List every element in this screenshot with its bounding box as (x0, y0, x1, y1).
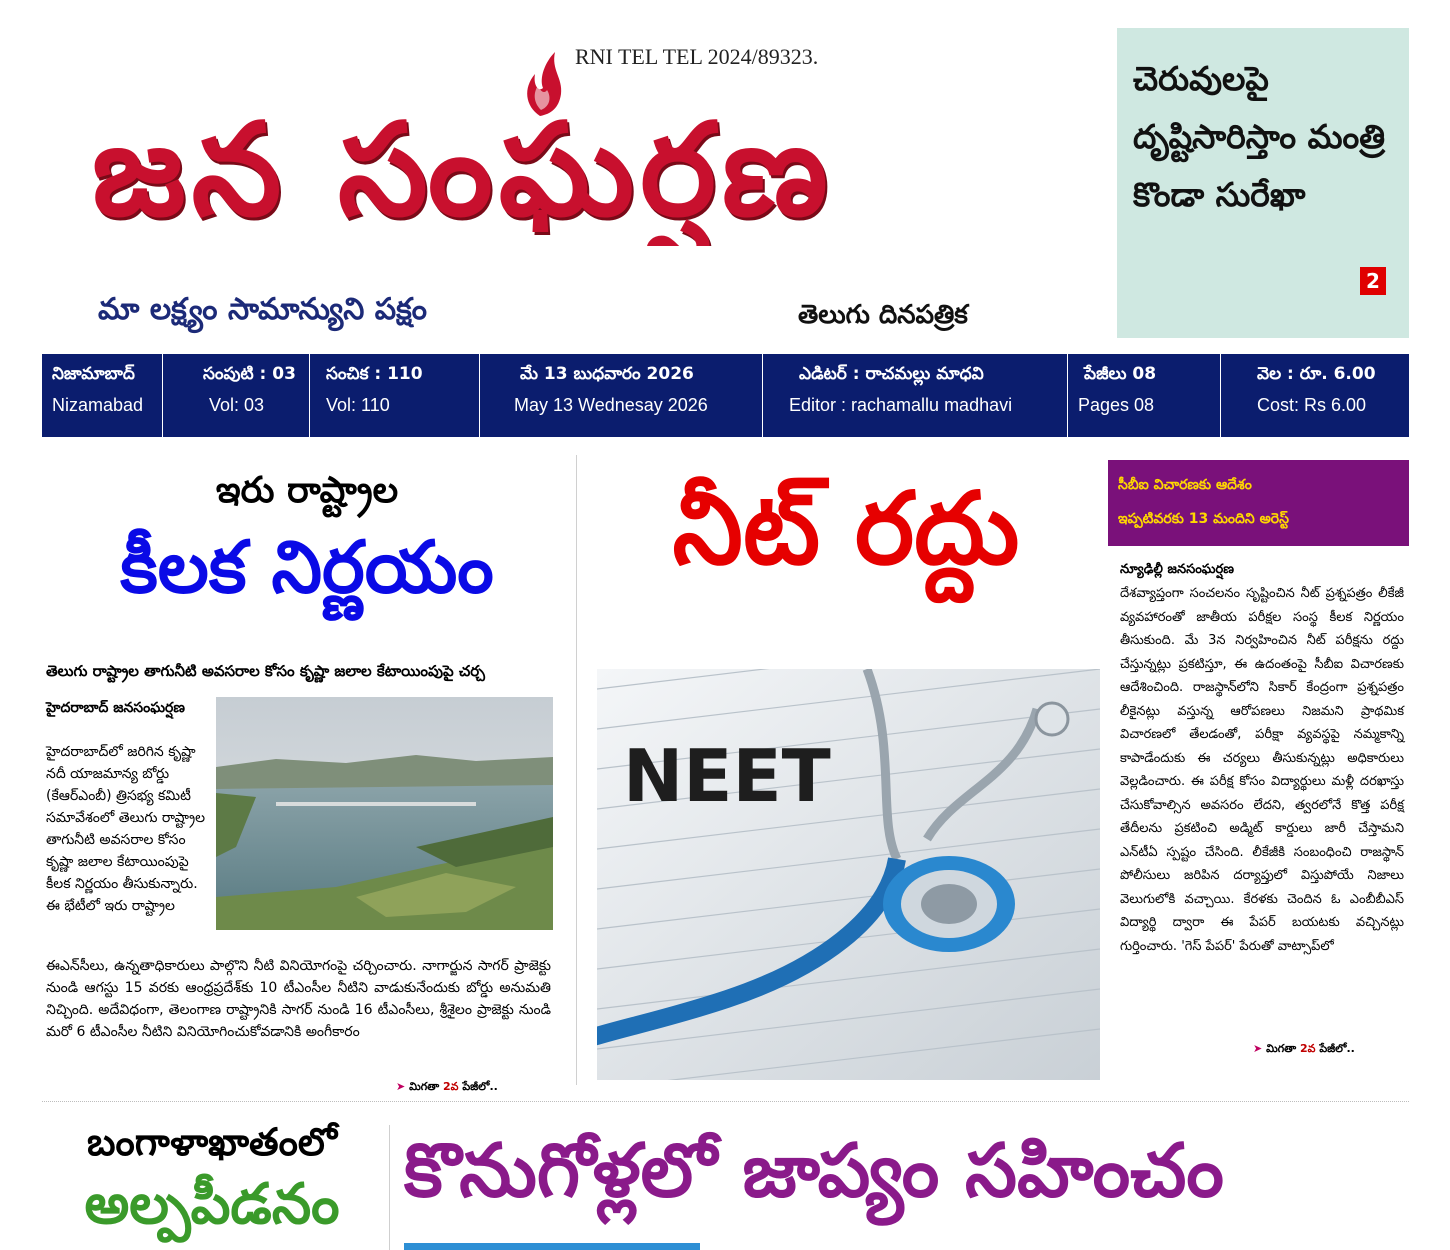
banner-line-1: సీబీఐ విచారణకు ఆదేశం (1118, 477, 1252, 493)
info-issue-te: సంచిక : 110 (326, 364, 423, 384)
info-issue-en: Vol: 110 (326, 395, 390, 415)
teaser-box[interactable] (1117, 28, 1409, 338)
info-cell-date (480, 354, 763, 437)
bottom-main-headline[interactable]: కొనుగోళ్లలో జాప్యం సహించం (404, 1128, 1224, 1214)
newspaper-logo: జన సంఘర్షణ (92, 96, 834, 245)
info-editor-en: Editor : rachamallu madhavi (789, 395, 1013, 415)
info-volume-te: సంపుటి : 03 (203, 364, 296, 384)
left-article-body-bottom: ఈఎన్‌సీలు, ఉన్నతాధికారులు పాల్గొని నీటి వినియోగంపై చర్చించారు. నాగార్జున సాగర్ ప్రాజెక్టు నుండి ఆగస్టు 15 వరకు ఆంధ్రప్రదేశ్‌కు 10 టీఎంసీల నీటిని వాడుకునేందుకు బోర్డు అనుమతి నిచ్చింది. అదేవిధంగా, తెలంగాణ రాష్ట్రానికి సాగర్ నుండి 16 టీఎంసీలు, శ్రీశైలం ప్రాజెక్టు నుండి మరో 6 టీఎంసీల నీటిని వినియోగించుకోవడానికి అంగీకారం (46, 958, 551, 1040)
right-article-body: దేశవ్యాప్తంగా సంచలనం సృష్టించిన నీట్ ప్రశ్నపత్రం లీకేజీ వ్యవహారంతో జాతీయ పరీక్షల సంస్థ కీలక నిర్ణయం తీసుకుంది. మే 3న నిర్వహించిన నీట్ పరీక్షను రద్దు చేస్తున్నట్లు ప్రకటిస్తూ, ఈ ఉదంతంపై సీబీఐ విచారణకు ఆదేశించింది. రాజస్థాన్‌లోని సికార్ కేంద్రంగా ప్రశ్నపత్రం లీకైనట్లు వస్తున్న ఆరోపణలు నిజమని ప్రాథమిక విచారణలో తేలడంతో, పరీక్షా వ్యవస్థపై నమ్మకాన్ని కాపాడేందుకు ఈ చర్యలు తీసుకున్నట్లు అధికారులు వెల్లడించారు. ఈ పరీక్ష కోసం విద్యార్థులు మళ్లీ దరఖాస్తు చేసుకోవాల్సిన అవసరం లేదని, త్వరలోనే కొత్త పరీక్ష తేదీలను ప్రకటించి అడ్మిట్ కార్డులు జారీ చేస్తామని ఎన్‌టీఏ స్పష్టం చేసింది. లీకేజీకి సంబంధించి రాజస్థాన్ పోలీసులు జరిపిన దర్యాప్తులో విస్తుపోయే నిజాలు వెలుగులోకి వచ్చాయి. కేరళకు చెందిన ఓ ఎంబీబీఎస్ విద్యార్థి ద్వారా ఈ పేపర్ బయటకు వచ్చినట్లు గుర్తించారు. 'గెస్ పేపర్' పేరుతో వాట్సాప్‌లో (1120, 586, 1404, 954)
info-price-en: Cost: Rs 6.00 (1257, 395, 1367, 415)
left-article-continued-link[interactable] (396, 1080, 498, 1096)
right-article-banner (1108, 460, 1409, 546)
info-pages-en: Pages 08 (1078, 395, 1155, 415)
continued-prefix: మిగతా (409, 1080, 440, 1093)
info-cell-pages (1068, 354, 1221, 437)
section-divider (42, 1101, 1409, 1102)
bottom-column-divider (389, 1125, 390, 1250)
left-article-headline[interactable]: కీలక నిర్ణయం (120, 525, 494, 609)
info-cell-price (1221, 354, 1409, 437)
neet-stethoscope-photo (597, 669, 1100, 1080)
tagline: మా లక్ష్యం సామాన్యుని పక్షం (98, 292, 427, 327)
info-cell-volume (163, 354, 310, 437)
info-price-te: వెల : రూ. 6.00 (1257, 364, 1376, 384)
info-cell-city (42, 354, 163, 437)
teaser-headline: చెరువులపై దృష్టిసారిస్తాం మంత్రి కొండా సురేఖా (1133, 59, 1386, 214)
info-cell-issue (310, 354, 480, 437)
left-article-dateline: హైదరాబాద్ జనసంఘర్షణ (46, 700, 185, 716)
info-editor-te: ఎడిటర్ : రాచమల్లు మాధవి (799, 364, 984, 384)
info-bar (42, 354, 1409, 437)
teaser-page-badge: 2 (1360, 267, 1386, 295)
banner-line-2: ఇప్పటివరకు 13 మందిని అరెస్ట్ (1118, 511, 1289, 527)
info-pages-te: పేజీలు 08 (1084, 364, 1157, 384)
neet-photo-label: NEET (623, 734, 831, 818)
continued-prefix: మిగతా (1266, 1042, 1297, 1055)
info-city-en: Nizamabad (52, 395, 144, 415)
info-cell-editor (763, 354, 1068, 437)
info-date-te: మే 13 బుధవారం 2026 (520, 364, 694, 384)
continued-page: 2వ (442, 1080, 459, 1093)
right-article-dateline: న్యూఢిల్లీ జనసంఘర్షణ (1120, 562, 1234, 577)
continued-suffix: పేజీలో.. (462, 1080, 498, 1093)
left-article-body-top: హైదరాబాద్‌లో జరిగిన కృష్ణా నదీ యాజమాన్య బోర్డు (కేఆర్ఎంబీ) త్రిసభ్య కమిటీ సమావేశంలో తెలుగు రాష్ట్రాల తాగునీటి అవసరాల కోసం కృష్ణా జలాల కేటాయింపుపై కీలక నిర్ణయం తీసుకున్నారు. ఈ భేటీలో ఇరు రాష్ట్రాల (46, 744, 206, 914)
bottom-left-headline[interactable]: అల్పపీడనం (84, 1172, 340, 1237)
rni-number: RNI TEL TEL 2024/89323. (575, 44, 819, 69)
arrow-right-icon: ➤ (1253, 1042, 1263, 1055)
left-article-subhead: తెలుగు రాష్ట్రాల తాగునీటి అవసరాల కోసం కృష్ణా జలాల కేటాయింపుపై చర్చ (46, 662, 485, 680)
right-article-continued-link[interactable] (1253, 1042, 1355, 1058)
info-date-en: May 13 Wednesay 2026 (514, 395, 708, 415)
paper-type: తెలుగు దినపత్రిక (798, 300, 968, 330)
continued-page: 2వ (1299, 1042, 1316, 1055)
info-volume-en: Vol: 03 (209, 395, 265, 415)
column-divider (576, 455, 577, 1085)
left-article-kicker: ఇరు రాష్ట్రాల (215, 470, 399, 511)
main-headline[interactable]: నీట్ రద్దు (672, 470, 1020, 587)
bottom-left-kicker: బంగాళాఖాతంలో (87, 1120, 337, 1164)
river-dam-photo (216, 697, 553, 930)
continued-suffix: పేజీలో.. (1319, 1042, 1355, 1055)
arrow-right-icon: ➤ (396, 1080, 406, 1093)
info-city-te: నిజామాబాద్ (52, 364, 135, 384)
bottom-accent-bar (404, 1243, 700, 1250)
